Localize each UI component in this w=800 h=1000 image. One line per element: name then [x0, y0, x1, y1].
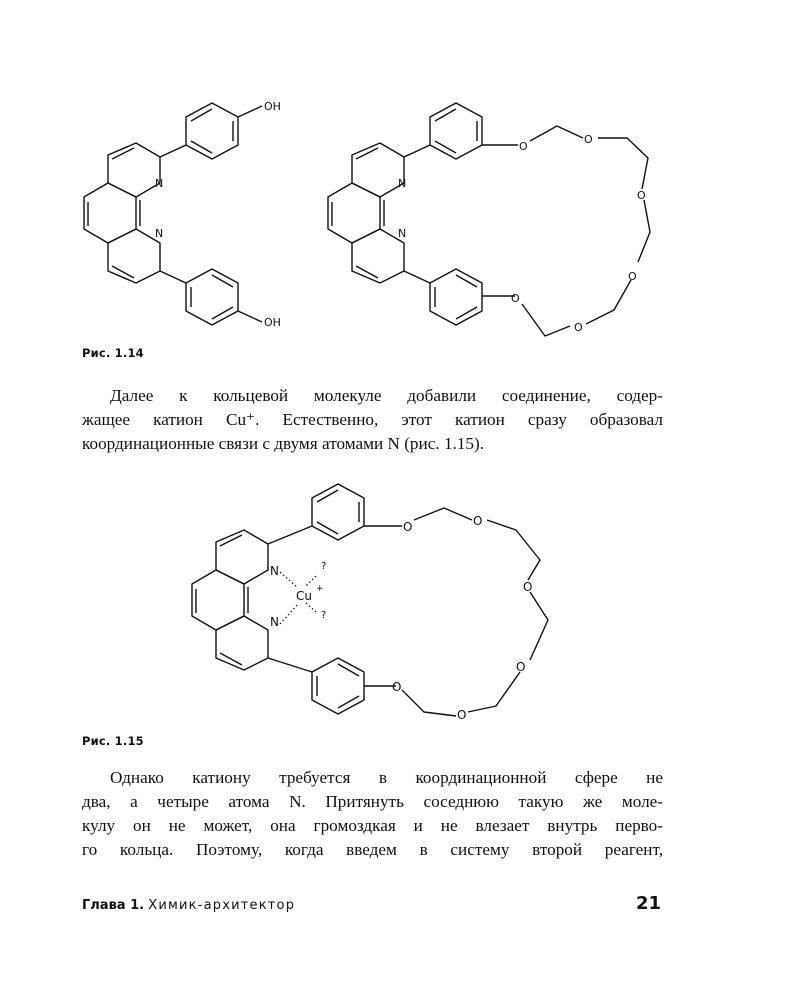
oh-label-bottom: OH [264, 316, 281, 329]
oxygen-label: O [457, 708, 467, 722]
oxygen-label: O [511, 292, 520, 305]
figure-caption-1-15: Рис. 1.15 [82, 734, 144, 748]
oxygen-label: O [403, 520, 413, 534]
running-footer [82, 898, 295, 913]
chapter-title: Химик-архитектор [148, 898, 296, 913]
figure-1-14-structures [0, 80, 800, 340]
chapter-label: Глава 1. [82, 898, 145, 913]
oxygen-label: O [516, 660, 526, 674]
nitrogen-label-right-top: N [398, 177, 407, 190]
text-line: Однако катиону требуется в координационной сфере не [110, 768, 663, 787]
oxygen-label: O [519, 140, 528, 153]
nitrogen-label-bottom: N [270, 615, 279, 629]
paragraph-2 [82, 766, 663, 862]
nitrogen-label-top: N [270, 564, 279, 578]
text-line: Далее к кольцевой молекуле добавили соединение, содер- [110, 386, 663, 405]
figure-caption-1-14: Рис. 1.14 [82, 346, 144, 360]
text-line: два, а четыре атома N. Притянуть соседнюю такую же моле- [82, 792, 663, 811]
oxygen-label: O [523, 580, 533, 594]
oxygen-label: O [628, 270, 637, 283]
oxygen-label: O [637, 189, 646, 202]
text-line: жащее катион Cu⁺. Естественно, этот катион сразу образовал [82, 410, 663, 429]
nitrogen-label-right-bottom: N [398, 227, 407, 240]
text-line: го кольца. Поэтому, когда введем в систему второй реагент, [82, 840, 663, 859]
paragraph-1 [82, 384, 663, 456]
oxygen-label: O [473, 514, 483, 528]
page-number: 21 [636, 893, 662, 914]
oxygen-label: O [574, 321, 583, 334]
question-mark-bottom: ? [321, 610, 327, 621]
oh-label-top: OH [264, 100, 281, 113]
nitrogen-label-top: N [155, 177, 164, 190]
copper-charge: + [316, 584, 324, 594]
copper-label: Cu [296, 589, 312, 603]
text-line: кулу он не может, она громоздкая и не влезает внутрь перво- [82, 816, 663, 835]
question-mark-top: ? [321, 561, 327, 572]
oxygen-label: O [392, 680, 402, 694]
nitrogen-label-bottom: N [155, 227, 164, 240]
oxygen-label: O [584, 133, 593, 146]
text-line: координационные связи с двумя атомами N (рис. 1.15). [82, 434, 485, 453]
figure-1-15-copper-complex [0, 470, 800, 730]
